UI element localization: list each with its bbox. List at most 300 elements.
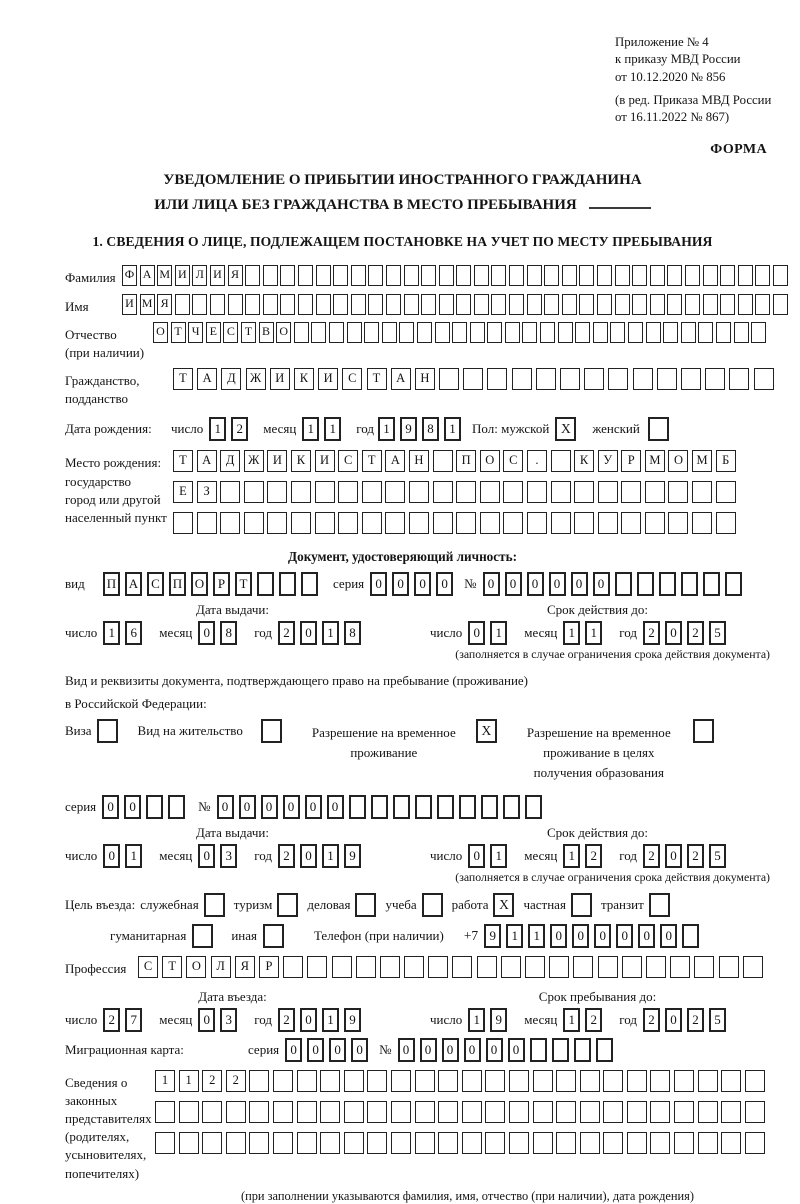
- form-cell[interactable]: [692, 481, 712, 503]
- form-cell[interactable]: [291, 481, 311, 503]
- form-cell[interactable]: [279, 572, 296, 596]
- form-cell[interactable]: 0: [665, 621, 682, 645]
- form-cell[interactable]: 0: [571, 572, 588, 596]
- form-cell[interactable]: [297, 1070, 317, 1092]
- form-cell[interactable]: У: [598, 450, 618, 472]
- form-cell[interactable]: [456, 294, 471, 315]
- form-cell[interactable]: [674, 1132, 694, 1154]
- form-cell[interactable]: [417, 322, 432, 343]
- form-cell[interactable]: [527, 512, 547, 534]
- form-cell[interactable]: [356, 956, 376, 978]
- form-cell[interactable]: [485, 1132, 505, 1154]
- form-cell[interactable]: О: [153, 322, 168, 343]
- form-cell[interactable]: Л: [192, 265, 207, 286]
- form-cell[interactable]: 0: [420, 1038, 437, 1062]
- form-cell[interactable]: 9: [344, 1008, 361, 1032]
- form-cell[interactable]: [480, 512, 500, 534]
- form-cell[interactable]: [540, 322, 555, 343]
- form-cell[interactable]: [509, 1070, 529, 1092]
- form-cell[interactable]: [179, 1132, 199, 1154]
- form-cell[interactable]: 0: [239, 795, 256, 819]
- form-cell[interactable]: [574, 481, 594, 503]
- form-cell[interactable]: [437, 795, 454, 819]
- form-cell[interactable]: [598, 956, 618, 978]
- form-cell[interactable]: [220, 512, 240, 534]
- form-cell[interactable]: [391, 1070, 411, 1092]
- form-cell[interactable]: [220, 481, 240, 503]
- form-cell[interactable]: 0: [616, 924, 633, 948]
- form-cell[interactable]: [674, 1070, 694, 1092]
- form-cell[interactable]: [703, 294, 718, 315]
- form-cell[interactable]: 2: [278, 1008, 295, 1032]
- form-cell[interactable]: [371, 795, 388, 819]
- form-cell[interactable]: 0: [527, 572, 544, 596]
- form-cell[interactable]: [456, 265, 471, 286]
- form-cell[interactable]: 0: [300, 844, 317, 868]
- form-cell[interactable]: 0: [398, 1038, 415, 1062]
- purpose-study-checkbox[interactable]: [422, 893, 443, 917]
- form-cell[interactable]: [226, 1132, 246, 1154]
- form-cell[interactable]: А: [140, 265, 155, 286]
- form-cell[interactable]: 5: [709, 844, 726, 868]
- form-cell[interactable]: [738, 294, 753, 315]
- form-cell[interactable]: С: [147, 572, 164, 596]
- form-cell[interactable]: Е: [206, 322, 221, 343]
- form-cell[interactable]: [263, 265, 278, 286]
- form-cell[interactable]: [301, 572, 318, 596]
- form-cell[interactable]: [562, 265, 577, 286]
- temp-residence-checkbox[interactable]: X: [476, 719, 497, 743]
- form-cell[interactable]: [754, 368, 774, 390]
- form-cell[interactable]: 8: [344, 621, 361, 645]
- form-cell[interactable]: 5: [709, 621, 726, 645]
- form-cell[interactable]: [462, 1070, 482, 1092]
- form-cell[interactable]: Ж: [246, 368, 266, 390]
- form-cell[interactable]: [362, 481, 382, 503]
- form-cell[interactable]: 1: [322, 844, 339, 868]
- form-cell[interactable]: [385, 512, 405, 534]
- form-cell[interactable]: [573, 956, 593, 978]
- form-cell[interactable]: [525, 795, 542, 819]
- form-cell[interactable]: 0: [307, 1038, 324, 1062]
- form-cell[interactable]: 3: [220, 844, 237, 868]
- form-cell[interactable]: Ж: [244, 450, 264, 472]
- form-cell[interactable]: А: [385, 450, 405, 472]
- form-cell[interactable]: [368, 294, 383, 315]
- form-cell[interactable]: [146, 795, 163, 819]
- form-cell[interactable]: [716, 481, 736, 503]
- form-cell[interactable]: [663, 322, 678, 343]
- form-cell[interactable]: [628, 322, 643, 343]
- form-cell[interactable]: Ф: [122, 265, 137, 286]
- form-cell[interactable]: С: [342, 368, 362, 390]
- form-cell[interactable]: [703, 572, 720, 596]
- form-cell[interactable]: [646, 956, 666, 978]
- form-cell[interactable]: .: [527, 450, 547, 472]
- form-cell[interactable]: [729, 368, 749, 390]
- residence-permit-checkbox[interactable]: [261, 719, 282, 743]
- form-cell[interactable]: [574, 1038, 591, 1062]
- form-cell[interactable]: [621, 481, 641, 503]
- form-cell[interactable]: [452, 322, 467, 343]
- form-cell[interactable]: П: [103, 572, 120, 596]
- form-cell[interactable]: [645, 512, 665, 534]
- form-cell[interactable]: [527, 265, 542, 286]
- form-cell[interactable]: 2: [226, 1070, 246, 1092]
- form-cell[interactable]: [463, 368, 483, 390]
- form-cell[interactable]: [438, 1101, 458, 1123]
- form-cell[interactable]: [367, 1132, 387, 1154]
- form-cell[interactable]: [351, 265, 366, 286]
- form-cell[interactable]: [512, 368, 532, 390]
- purpose-humanitarian-checkbox[interactable]: [192, 924, 213, 948]
- form-cell[interactable]: [698, 322, 713, 343]
- form-cell[interactable]: М: [692, 450, 712, 472]
- form-cell[interactable]: [415, 1132, 435, 1154]
- form-cell[interactable]: Р: [259, 956, 279, 978]
- form-cell[interactable]: [580, 1070, 600, 1092]
- form-cell[interactable]: [597, 265, 612, 286]
- form-cell[interactable]: [650, 265, 665, 286]
- form-cell[interactable]: [603, 1070, 623, 1092]
- form-cell[interactable]: [751, 322, 766, 343]
- form-cell[interactable]: Ч: [188, 322, 203, 343]
- form-cell[interactable]: [474, 265, 489, 286]
- form-cell[interactable]: 0: [468, 844, 485, 868]
- form-cell[interactable]: Е: [173, 481, 193, 503]
- form-cell[interactable]: О: [186, 956, 206, 978]
- form-cell[interactable]: [632, 294, 647, 315]
- form-cell[interactable]: [415, 1070, 435, 1092]
- form-cell[interactable]: [580, 1101, 600, 1123]
- form-cell[interactable]: 0: [103, 844, 120, 868]
- form-cell[interactable]: [344, 1101, 364, 1123]
- form-cell[interactable]: [580, 1132, 600, 1154]
- form-cell[interactable]: 0: [414, 572, 431, 596]
- form-cell[interactable]: 0: [593, 572, 610, 596]
- form-cell[interactable]: 0: [102, 795, 119, 819]
- form-cell[interactable]: [646, 322, 661, 343]
- form-cell[interactable]: [527, 481, 547, 503]
- form-cell[interactable]: [503, 795, 520, 819]
- form-cell[interactable]: [562, 294, 577, 315]
- form-cell[interactable]: [333, 265, 348, 286]
- form-cell[interactable]: 1: [155, 1070, 175, 1092]
- form-cell[interactable]: А: [197, 368, 217, 390]
- form-cell[interactable]: 2: [643, 621, 660, 645]
- form-cell[interactable]: [668, 481, 688, 503]
- purpose-transit-checkbox[interactable]: [649, 893, 670, 917]
- form-cell[interactable]: [716, 322, 731, 343]
- form-cell[interactable]: [575, 322, 590, 343]
- form-cell[interactable]: 3: [220, 1008, 237, 1032]
- form-cell[interactable]: 0: [505, 572, 522, 596]
- form-cell[interactable]: [438, 1132, 458, 1154]
- form-cell[interactable]: [584, 368, 604, 390]
- form-cell[interactable]: 1: [322, 1008, 339, 1032]
- form-cell[interactable]: [721, 1132, 741, 1154]
- form-cell[interactable]: [667, 265, 682, 286]
- form-cell[interactable]: [560, 368, 580, 390]
- form-cell[interactable]: [579, 294, 594, 315]
- form-cell[interactable]: 1: [585, 621, 602, 645]
- form-cell[interactable]: Л: [211, 956, 231, 978]
- form-cell[interactable]: 0: [261, 795, 278, 819]
- form-cell[interactable]: [533, 1132, 553, 1154]
- form-cell[interactable]: [509, 265, 524, 286]
- form-cell[interactable]: [393, 795, 410, 819]
- form-cell[interactable]: [470, 322, 485, 343]
- form-cell[interactable]: 0: [660, 924, 677, 948]
- form-cell[interactable]: [627, 1070, 647, 1092]
- form-cell[interactable]: [245, 294, 260, 315]
- form-cell[interactable]: [202, 1132, 222, 1154]
- purpose-private-checkbox[interactable]: [571, 893, 592, 917]
- form-cell[interactable]: 1: [528, 924, 545, 948]
- form-cell[interactable]: [273, 1132, 293, 1154]
- form-cell[interactable]: 2: [687, 844, 704, 868]
- form-cell[interactable]: 0: [351, 1038, 368, 1062]
- form-cell[interactable]: [179, 1101, 199, 1123]
- form-cell[interactable]: [719, 956, 739, 978]
- form-cell[interactable]: 0: [283, 795, 300, 819]
- purpose-official-checkbox[interactable]: [204, 893, 225, 917]
- form-cell[interactable]: 2: [585, 1008, 602, 1032]
- form-cell[interactable]: [755, 294, 770, 315]
- form-cell[interactable]: [351, 294, 366, 315]
- form-cell[interactable]: Р: [621, 450, 641, 472]
- form-cell[interactable]: [316, 294, 331, 315]
- form-cell[interactable]: [556, 1101, 576, 1123]
- form-cell[interactable]: Т: [173, 450, 193, 472]
- form-cell[interactable]: [743, 956, 763, 978]
- form-cell[interactable]: [280, 294, 295, 315]
- purpose-other-checkbox[interactable]: [263, 924, 284, 948]
- form-cell[interactable]: 0: [329, 1038, 346, 1062]
- form-cell[interactable]: [549, 956, 569, 978]
- form-cell[interactable]: [391, 1132, 411, 1154]
- form-cell[interactable]: [315, 481, 335, 503]
- form-cell[interactable]: [650, 1101, 670, 1123]
- form-cell[interactable]: Н: [415, 368, 435, 390]
- sex-female-checkbox[interactable]: [648, 417, 669, 441]
- form-cell[interactable]: [245, 265, 260, 286]
- form-cell[interactable]: О: [276, 322, 291, 343]
- form-cell[interactable]: И: [175, 265, 190, 286]
- form-cell[interactable]: 9: [490, 1008, 507, 1032]
- form-cell[interactable]: [438, 1070, 458, 1092]
- form-cell[interactable]: [610, 322, 625, 343]
- form-cell[interactable]: [650, 1070, 670, 1092]
- form-cell[interactable]: [273, 1070, 293, 1092]
- form-cell[interactable]: [685, 265, 700, 286]
- form-cell[interactable]: [650, 1132, 670, 1154]
- form-cell[interactable]: [621, 512, 641, 534]
- form-cell[interactable]: 2: [687, 621, 704, 645]
- form-cell[interactable]: Т: [171, 322, 186, 343]
- form-cell[interactable]: 0: [549, 572, 566, 596]
- form-cell[interactable]: [347, 322, 362, 343]
- temp-residence-education-checkbox[interactable]: [693, 719, 714, 743]
- form-cell[interactable]: [338, 481, 358, 503]
- form-cell[interactable]: [263, 294, 278, 315]
- form-cell[interactable]: [338, 512, 358, 534]
- form-cell[interactable]: [650, 294, 665, 315]
- form-cell[interactable]: [386, 265, 401, 286]
- form-cell[interactable]: [267, 481, 287, 503]
- form-cell[interactable]: [505, 322, 520, 343]
- form-cell[interactable]: [283, 956, 303, 978]
- form-cell[interactable]: [485, 1101, 505, 1123]
- form-cell[interactable]: [249, 1132, 269, 1154]
- form-cell[interactable]: [509, 294, 524, 315]
- form-cell[interactable]: 2: [643, 1008, 660, 1032]
- form-cell[interactable]: [168, 795, 185, 819]
- form-cell[interactable]: [197, 512, 217, 534]
- form-cell[interactable]: [725, 572, 742, 596]
- form-cell[interactable]: 1: [444, 417, 461, 441]
- form-cell[interactable]: 2: [278, 621, 295, 645]
- form-cell[interactable]: М: [645, 450, 665, 472]
- form-cell[interactable]: [597, 294, 612, 315]
- form-cell[interactable]: 0: [285, 1038, 302, 1062]
- form-cell[interactable]: [721, 1070, 741, 1092]
- form-cell[interactable]: [692, 512, 712, 534]
- form-cell[interactable]: [404, 956, 424, 978]
- form-cell[interactable]: Т: [362, 450, 382, 472]
- form-cell[interactable]: [551, 481, 571, 503]
- form-cell[interactable]: 0: [572, 924, 589, 948]
- form-cell[interactable]: [367, 1070, 387, 1092]
- form-cell[interactable]: 1: [378, 417, 395, 441]
- form-cell[interactable]: А: [197, 450, 217, 472]
- form-cell[interactable]: [367, 1101, 387, 1123]
- form-cell[interactable]: [552, 1038, 569, 1062]
- form-cell[interactable]: [716, 512, 736, 534]
- form-cell[interactable]: [544, 294, 559, 315]
- form-cell[interactable]: [433, 512, 453, 534]
- form-cell[interactable]: [632, 265, 647, 286]
- form-cell[interactable]: [320, 1101, 340, 1123]
- form-cell[interactable]: 1: [563, 844, 580, 868]
- form-cell[interactable]: [501, 956, 521, 978]
- form-cell[interactable]: [720, 265, 735, 286]
- form-cell[interactable]: 0: [198, 621, 215, 645]
- form-cell[interactable]: [349, 795, 366, 819]
- form-cell[interactable]: 1: [179, 1070, 199, 1092]
- form-cell[interactable]: [415, 795, 432, 819]
- form-cell[interactable]: [267, 512, 287, 534]
- form-cell[interactable]: [509, 1132, 529, 1154]
- form-cell[interactable]: [294, 322, 309, 343]
- form-cell[interactable]: [681, 368, 701, 390]
- form-cell[interactable]: 0: [300, 1008, 317, 1032]
- form-cell[interactable]: [533, 1101, 553, 1123]
- form-cell[interactable]: [598, 481, 618, 503]
- form-cell[interactable]: [297, 1101, 317, 1123]
- form-cell[interactable]: [320, 1070, 340, 1092]
- form-cell[interactable]: [244, 481, 264, 503]
- form-cell[interactable]: Б: [716, 450, 736, 472]
- form-cell[interactable]: [674, 1101, 694, 1123]
- form-cell[interactable]: [659, 572, 676, 596]
- form-cell[interactable]: 7: [125, 1008, 142, 1032]
- form-cell[interactable]: [380, 956, 400, 978]
- form-cell[interactable]: И: [210, 265, 225, 286]
- form-cell[interactable]: О: [191, 572, 208, 596]
- form-cell[interactable]: [175, 294, 190, 315]
- form-cell[interactable]: О: [480, 450, 500, 472]
- form-cell[interactable]: [297, 1132, 317, 1154]
- form-cell[interactable]: [705, 368, 725, 390]
- form-cell[interactable]: 1: [563, 621, 580, 645]
- form-cell[interactable]: Т: [241, 322, 256, 343]
- form-cell[interactable]: [487, 322, 502, 343]
- form-cell[interactable]: [755, 265, 770, 286]
- form-cell[interactable]: [525, 956, 545, 978]
- form-cell[interactable]: [596, 1038, 613, 1062]
- form-cell[interactable]: [608, 368, 628, 390]
- form-cell[interactable]: С: [138, 956, 158, 978]
- form-cell[interactable]: [244, 512, 264, 534]
- form-cell[interactable]: [481, 795, 498, 819]
- form-cell[interactable]: 0: [550, 924, 567, 948]
- purpose-work-checkbox[interactable]: X: [493, 893, 514, 917]
- form-cell[interactable]: [745, 1101, 765, 1123]
- form-cell[interactable]: 1: [103, 621, 120, 645]
- form-cell[interactable]: [551, 512, 571, 534]
- form-cell[interactable]: [487, 368, 507, 390]
- form-cell[interactable]: [558, 322, 573, 343]
- form-cell[interactable]: [362, 512, 382, 534]
- form-cell[interactable]: [509, 1101, 529, 1123]
- form-cell[interactable]: [477, 956, 497, 978]
- form-cell[interactable]: [694, 956, 714, 978]
- form-cell[interactable]: [155, 1101, 175, 1123]
- form-cell[interactable]: [433, 481, 453, 503]
- form-cell[interactable]: 0: [300, 621, 317, 645]
- form-cell[interactable]: [415, 1101, 435, 1123]
- form-cell[interactable]: [228, 294, 243, 315]
- form-cell[interactable]: [603, 1132, 623, 1154]
- form-cell[interactable]: [202, 1101, 222, 1123]
- form-cell[interactable]: [615, 572, 632, 596]
- form-cell[interactable]: [344, 1070, 364, 1092]
- form-cell[interactable]: [522, 322, 537, 343]
- form-cell[interactable]: [556, 1132, 576, 1154]
- form-cell[interactable]: А: [391, 368, 411, 390]
- form-cell[interactable]: 1: [322, 621, 339, 645]
- form-cell[interactable]: 0: [665, 844, 682, 868]
- form-cell[interactable]: [409, 481, 429, 503]
- form-cell[interactable]: [637, 572, 654, 596]
- form-cell[interactable]: Т: [367, 368, 387, 390]
- form-cell[interactable]: [155, 1132, 175, 1154]
- form-cell[interactable]: И: [318, 368, 338, 390]
- form-cell[interactable]: 2: [585, 844, 602, 868]
- form-cell[interactable]: М: [157, 265, 172, 286]
- visa-checkbox[interactable]: [97, 719, 118, 743]
- form-cell[interactable]: [382, 322, 397, 343]
- form-cell[interactable]: [307, 956, 327, 978]
- form-cell[interactable]: 2: [643, 844, 660, 868]
- form-cell[interactable]: [670, 956, 690, 978]
- form-cell[interactable]: К: [574, 450, 594, 472]
- form-cell[interactable]: П: [169, 572, 186, 596]
- form-cell[interactable]: [452, 956, 472, 978]
- form-cell[interactable]: С: [338, 450, 358, 472]
- form-cell[interactable]: [491, 265, 506, 286]
